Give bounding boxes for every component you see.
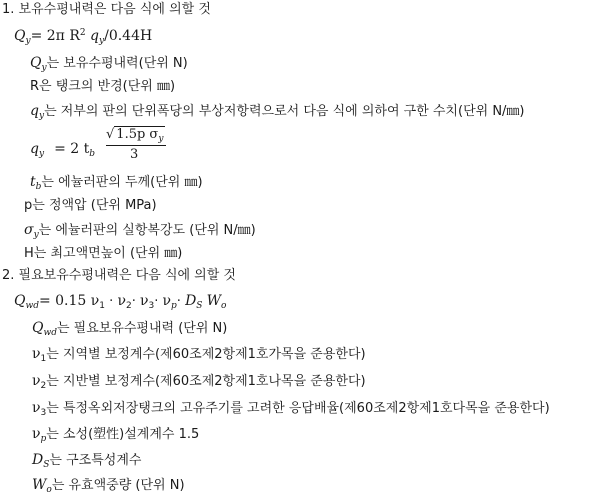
fraction-numerator: √ 1.5p $\sigma_y$ — [106, 127, 164, 144]
section2-heading: 2. 필요보유수평내력은 다음 식에 의할 것 — [2, 268, 236, 283]
def-sigma-y: $\sigma_y$는 에뉼러판의 실항복강도 (단위 N/㎜) — [24, 222, 256, 240]
def-p: p는 정액압 (단위 MPa) — [24, 198, 157, 213]
formula-qy-fraction-lhs: $q_y = 2$ $t_b$ — [30, 141, 95, 159]
def-nu1: $\nu_1$는 지역별 보정계수(제60조제2항제1호가목을 준용한다) — [32, 346, 366, 364]
fraction-denominator: 3 — [130, 147, 139, 162]
def-nup: $\nu_p$는 소성(塑性)설계계수 1.5 — [32, 426, 200, 444]
radicand: 1.5p $\sigma_y$ — [116, 127, 164, 144]
def-qy: $q_y$는 저부의 판의 단위폭당의 부상저항력으로서 다음 식에 의하여 구한 수치(단위 N/㎜) — [30, 103, 525, 121]
formula-qy: $Q_y= 2\pi$ $R^2$ $q_y/0.44H$ — [14, 28, 153, 46]
def-nu2: $\nu_2$는 지반별 보정계수(제60조제2항제1호나목을 준용한다) — [32, 373, 366, 391]
def-Ds: $D_S$는 구조특성계수 — [32, 452, 142, 470]
section1-heading: 1. 보유수평내력은 다음 식에 의할 것 — [2, 2, 211, 17]
fraction — [106, 127, 170, 165]
def-nu3: $\nu_3$는 특정옥외저장탱크의 고유주기를 고려한 응답배율(제60조제2항제1호다목을 준용한다) — [32, 400, 550, 418]
def-H: H는 최고액면높이 (단위 ㎜) — [24, 246, 183, 261]
def-R: R은 탱크의 반경(단위 ㎜) — [30, 79, 176, 94]
def-Qwd: $Q_{wd}$는 필요보유수평내력 (단위 N) — [32, 320, 228, 338]
def-tb: $t_b$는 에뉼러판의 두께(단위 ㎜) — [30, 174, 203, 192]
def-Qy: $Q_y$는 보유수평내력(단위 N) — [30, 55, 188, 73]
formula-qwd: $Q_{wd}= 0.15$ $\nu_1 \cdot \nu_2\cdot \nu_3\cdot \nu_p\cdot D_S$ $W_o$ — [14, 293, 227, 311]
fraction-bar — [106, 145, 166, 146]
def-Wo: $W_o$는 유효액중량 (단위 N) — [32, 477, 185, 495]
